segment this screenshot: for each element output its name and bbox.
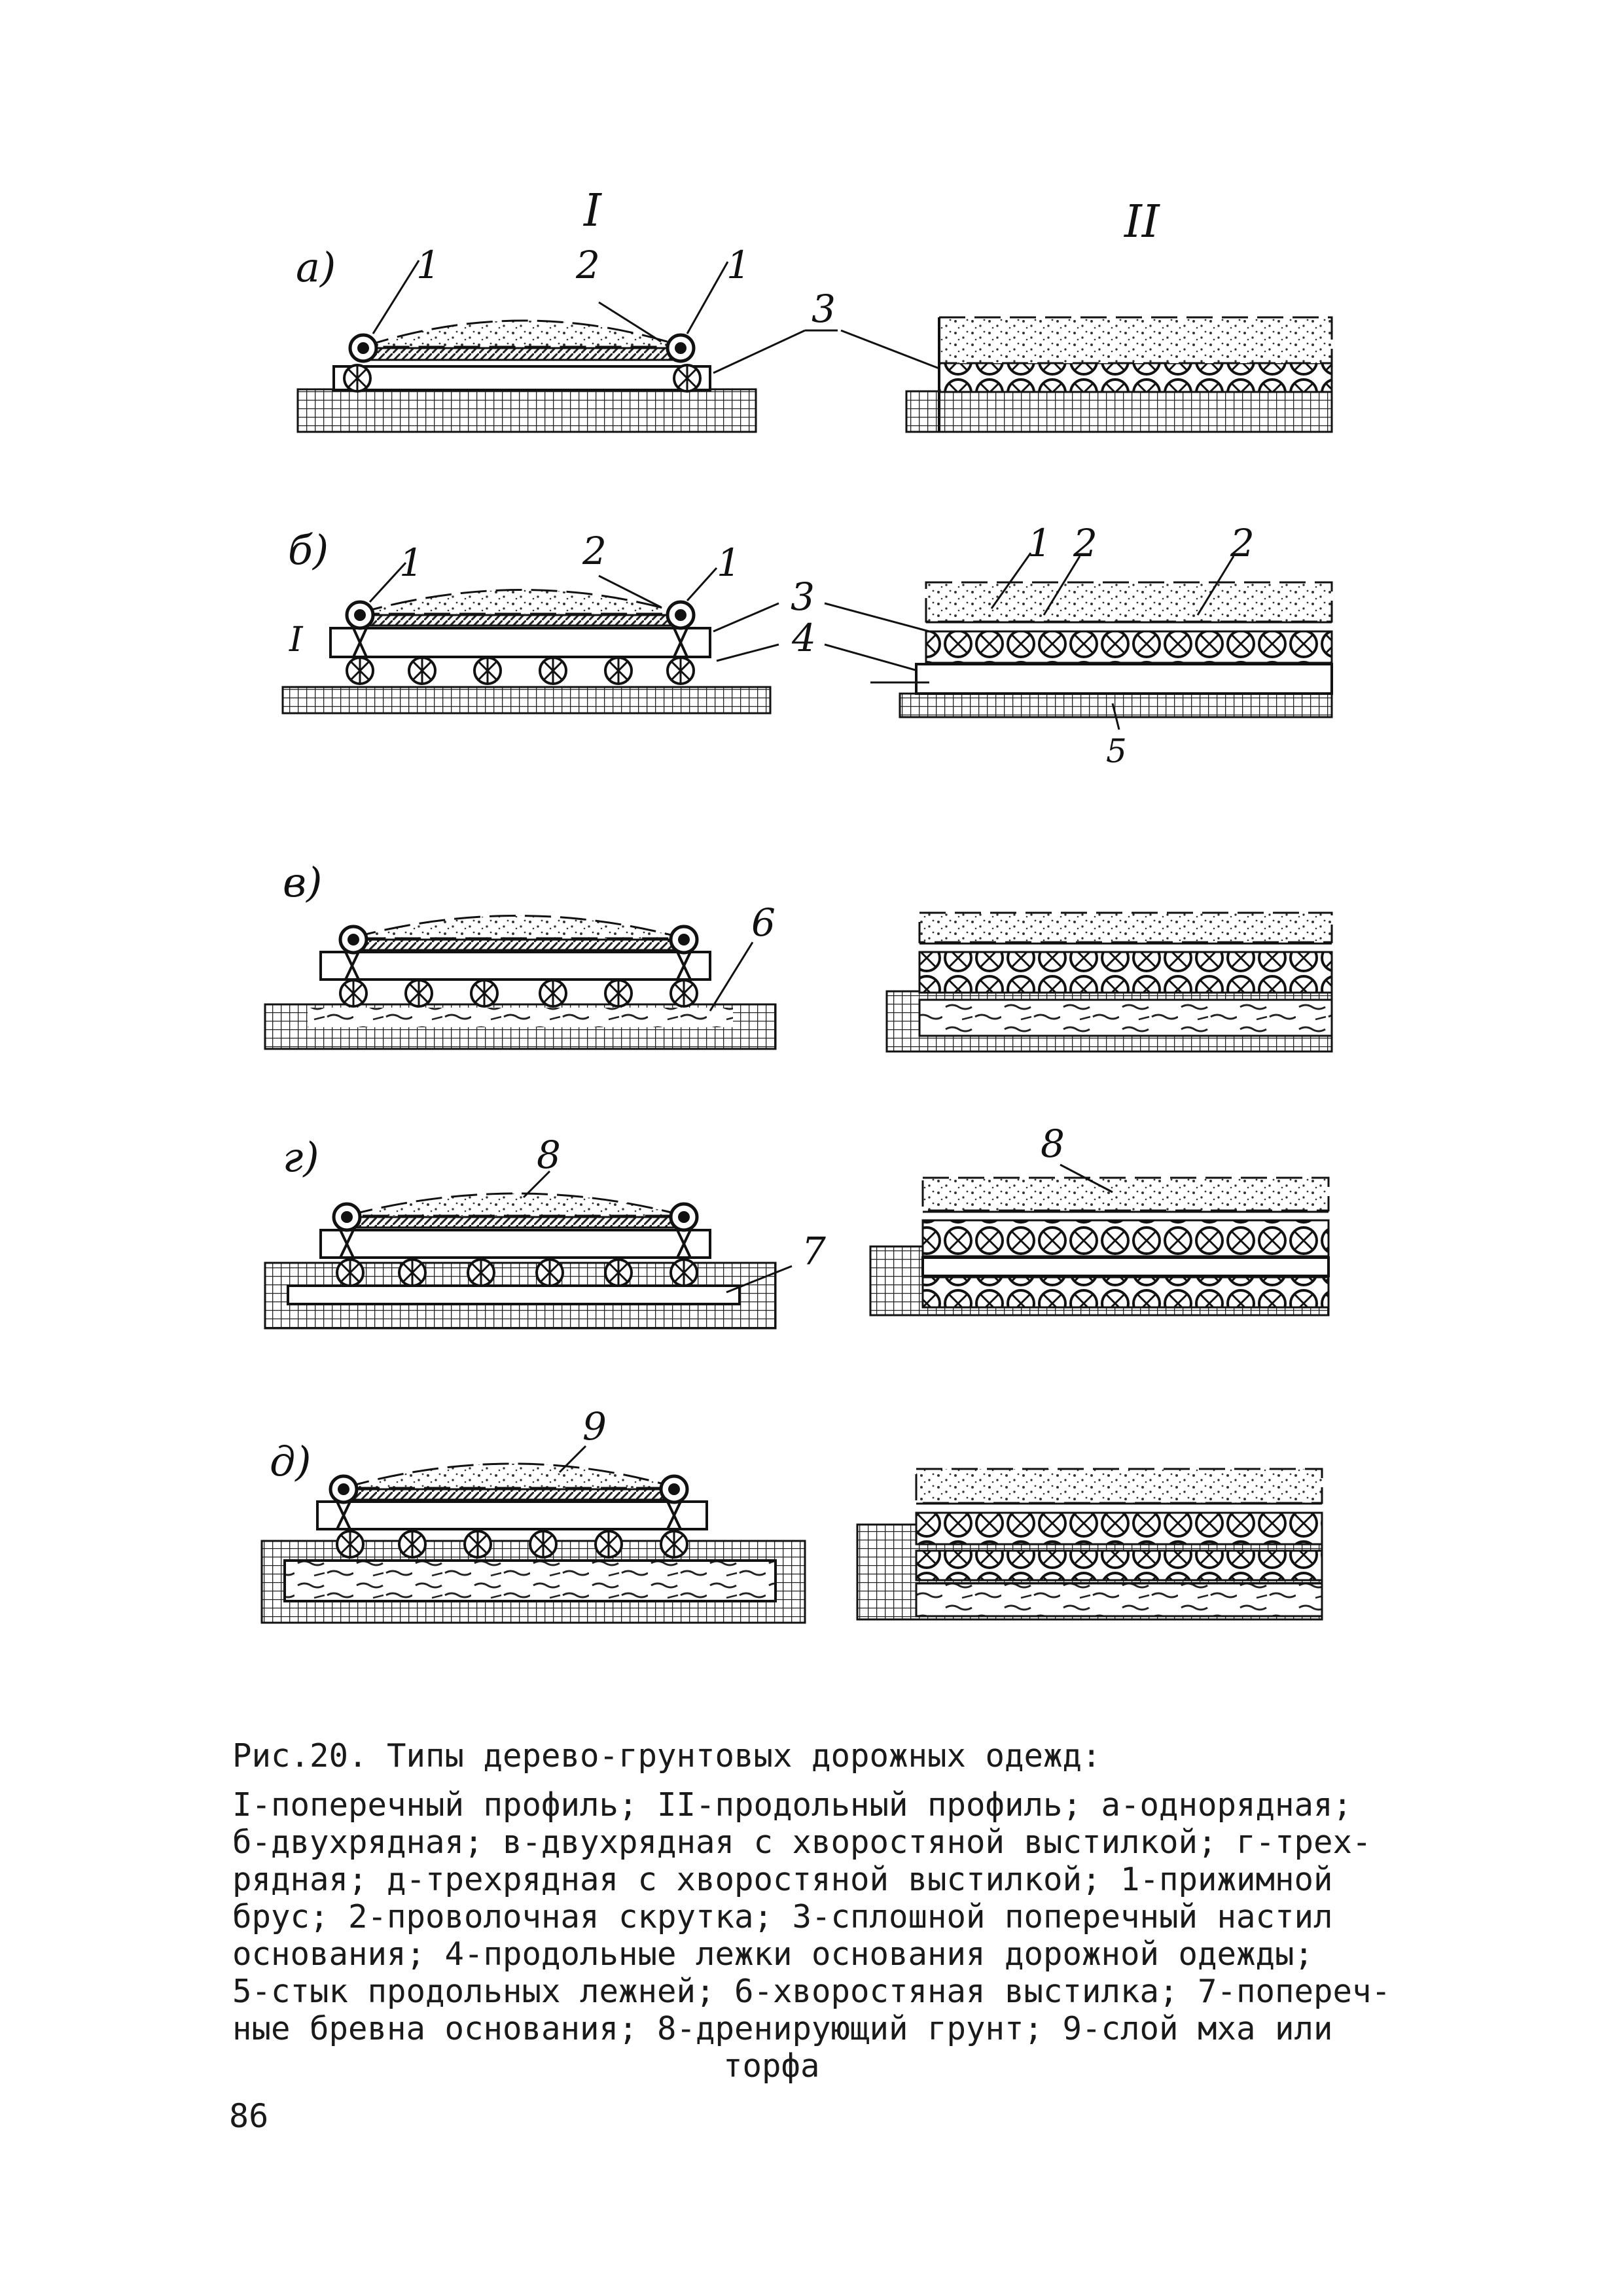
row-v [265, 858, 1332, 1051]
column-label-II: II [1124, 196, 1160, 248]
callout-9: 9 [582, 1404, 607, 1449]
row-letter-a: а) [296, 243, 336, 291]
callout-1: 1 [399, 540, 423, 585]
longitudinal-sleepers [347, 658, 694, 684]
callout-2: 2 [1073, 521, 1097, 565]
caption-line: брус; 2-проволочная скрутка; 3-сплошной поперечный настил [232, 1898, 1333, 1935]
row-letter-v: в) [283, 858, 323, 906]
log-deck [923, 1220, 1329, 1256]
log-deck [939, 363, 1332, 392]
soil-layer [923, 1178, 1329, 1210]
row-letter-d: д) [270, 1438, 312, 1485]
log-deck [916, 1513, 1322, 1544]
wire-twist [360, 615, 681, 626]
callout-1: 1 [717, 540, 741, 585]
row-g [265, 1122, 1329, 1328]
wire-twist [353, 940, 681, 950]
callout-3: 3 [791, 574, 815, 619]
callout-8: 8 [1041, 1122, 1065, 1166]
transverse-base-logs [916, 1551, 1322, 1580]
log-deck [321, 1230, 710, 1258]
sleeper-layer [923, 1258, 1329, 1276]
moss-peat-layer [285, 1561, 776, 1601]
soil-mound [344, 1464, 677, 1488]
column-headings [582, 185, 1160, 248]
caption-line: б-двухрядная; в-двухрядная с хворостяной выстилкой; г-трех- [232, 1824, 1372, 1861]
callout-4: 4 [792, 616, 816, 660]
callout-1: 1 [416, 243, 440, 287]
caption-line: 5-стык продольных лежней; 6-хворостяная выстилка; 7-попереч- [232, 1973, 1391, 2010]
side-mark: I [289, 620, 303, 660]
soil-layer [926, 582, 1332, 622]
callout-2: 2 [1230, 521, 1255, 565]
log-deck [919, 952, 1332, 993]
page-number: 86 [229, 2097, 269, 2135]
callout-2: 2 [582, 529, 607, 573]
row-b [283, 521, 1332, 770]
callout-1: 1 [726, 243, 751, 287]
soil-mound [350, 916, 684, 939]
soil-layer [916, 1469, 1322, 1503]
ground-layer [298, 389, 756, 432]
column-label-I: I [584, 185, 601, 237]
callout-1: 1 [1027, 521, 1052, 565]
longitudinal-sleepers [340, 980, 697, 1006]
wire-twist [366, 348, 684, 360]
caption-line: I-поперечный профиль; II-продольный профиль; а-однорядная; [232, 1786, 1353, 1824]
callout-5: 5 [1106, 732, 1127, 770]
row-a [296, 243, 1332, 432]
caption-line: ные бревна основания; 8-дренирующий грунт; 9-слой мха или [232, 2010, 1333, 2047]
log-deck [330, 628, 710, 657]
sleeper-layer [916, 664, 1332, 694]
ground-layer [906, 391, 1332, 432]
wire-twist [350, 1217, 681, 1227]
log-deck [321, 952, 710, 980]
drainage-soil-mound [347, 1193, 684, 1216]
caption-line: основания; 4-продольные лежки основания дорожной одежды; [232, 1935, 1314, 1973]
ground-layer [283, 687, 770, 713]
figure-caption [232, 1737, 1423, 2085]
row-d [262, 1404, 1322, 1623]
soil-layer [919, 913, 1332, 942]
callout-3: 3 [812, 287, 836, 331]
callout-7: 7 [802, 1229, 826, 1273]
log-deck [334, 366, 710, 390]
row-letter-g: г) [283, 1133, 319, 1181]
row-letter-b: б) [288, 526, 329, 574]
callout-2: 2 [576, 243, 600, 287]
transverse-base-logs [288, 1286, 740, 1304]
log-deck [317, 1502, 707, 1529]
caption-line: рядная; д-трехрядная с хворостяной выстилкой; 1-прижимной [232, 1861, 1333, 1898]
wire-twist [347, 1489, 674, 1500]
moss-peat-layer [916, 1583, 1322, 1616]
transverse-base-logs [923, 1277, 1329, 1307]
caption-line-last: торфа [723, 2047, 820, 2085]
log-deck [926, 631, 1332, 663]
callout-8: 8 [537, 1133, 561, 1177]
soil-layer [939, 317, 1332, 363]
brushwood-layer [308, 1008, 733, 1027]
brushwood-layer [919, 1000, 1332, 1036]
caption-title: Рис.20. Типы дерево-грунтовых дорожных одежд: [232, 1737, 1101, 1775]
callout-6: 6 [751, 900, 776, 945]
